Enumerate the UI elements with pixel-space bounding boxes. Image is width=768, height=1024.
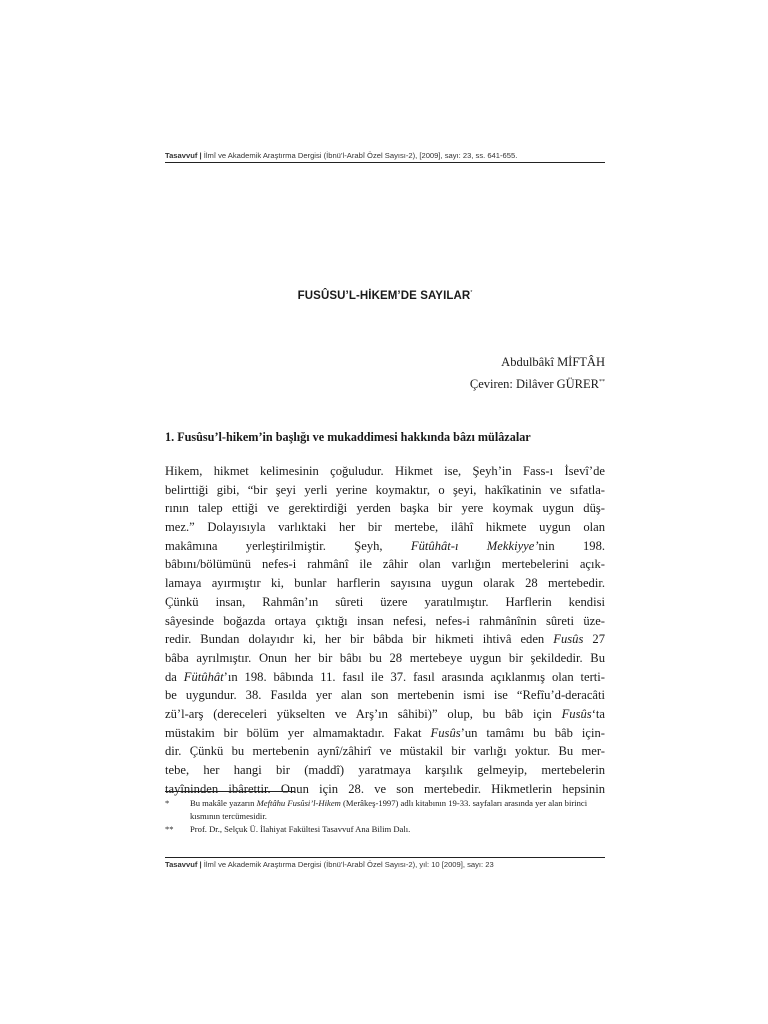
body-fragment: ’ın 198. bâbında 11. fasıl ile 37. fasıl arasında açıklanmış olan terti- <box>223 669 605 684</box>
footnotes <box>165 797 605 836</box>
italic-term: Fusûs <box>561 706 592 721</box>
body-line: be uygundur. 38. Fasılda yer alan son mertebenin ismi ise “Refîu’d-deracâti <box>165 688 605 703</box>
footnote-rule <box>165 791 295 792</box>
footer-separator: | <box>199 860 202 869</box>
article-title <box>165 290 605 302</box>
body-fragment: ‘ta <box>591 706 605 721</box>
footnote <box>165 797 605 823</box>
footnote-text: (Merâkeş-1997) adlı kitabının 19-33. sayfaları arasında yer alan birinci kısmının tercümesidir. <box>190 798 588 821</box>
body-fragment: müstakim bir bölüm yer almamaktadır. Fakat <box>165 725 422 740</box>
body-line <box>165 537 605 556</box>
body-line: lamaya ayırmıştır ki, bunlar harflerin sayısına uygun olarak 28 mertebedir. <box>165 576 605 591</box>
body-line <box>165 630 605 649</box>
footnote <box>165 823 605 836</box>
translator-name: Çeviren: Dilâver GÜRER <box>469 377 599 392</box>
header-separator: | <box>199 151 202 160</box>
footnote-mark: * <box>165 798 170 808</box>
section-heading: 1. Fusûsu’l-hikem’in başlığı ve mukaddimesi hakkında bâzı mülâzalar <box>165 430 531 444</box>
italic-term: Fütûhât-ı Mekkiyye’ <box>410 538 539 553</box>
body-line: rının talep ettiği ve gerektirdiği yerden başka bir yere koymak uygun düş- <box>165 501 605 516</box>
body-fragment: 27 <box>592 632 605 647</box>
translator-line <box>470 372 605 394</box>
body-fragment: makâmına yerleştirilmiştir. Şeyh, <box>165 538 383 553</box>
body-line: tayîninden ibârettir. Onun için 28. ve son mertebedir. Hikmetlerin hepsinin <box>165 781 605 796</box>
header-citation: İlmî ve Akademik Araştırma Dergisi (İbnü’l-Arabî Özel Sayısı-2), [2009], sayı: 23, ss. 641-655. <box>203 151 518 160</box>
title-footnote-mark: * <box>470 290 473 297</box>
body-line: dir. Çünkü bu mertebenin aynî/zâhirî ve müstakil bir varlığı yoktur. Bu mer- <box>165 744 605 759</box>
footer-rule <box>165 857 605 858</box>
footnote-text: Prof. Dr., Selçuk Ü. İlahiyat Fakültesi Tasavvuf Ana Bilim Dalı. <box>190 824 411 834</box>
italic-term: Fusûs <box>430 725 461 740</box>
body-line: belirttiği gibi, “bir şeyi yerli yerine koymaktır, o şeyi, hakîkatinin ve sıfatla- <box>165 482 605 497</box>
footer-citation: İlmî ve Akademik Araştırma Dergisi (İbnü’l-Arabî Özel Sayısı-2), yıl: 10 [2009], sayı: 23 <box>203 860 494 869</box>
body-line: mez.” Dolayısıyla varlıktaki her bir mertebe, ilâhî hikmete uygun olan <box>165 520 605 535</box>
author-block <box>470 352 605 394</box>
body-line: bâba ayrılmıştır. Onun her bir bâbı bu 28 mertebeye uygun bir şekildedir. Bu <box>165 650 605 665</box>
author-name: Abdulbâkî MİFTÂH <box>501 355 605 369</box>
body-line: Hikem, hikmet kelimesinin çoğuludur. Hikmet ise, Şeyh’in Fass-ı İsevî’de <box>165 464 605 478</box>
body-line <box>165 668 605 687</box>
running-footer <box>165 860 605 869</box>
italic-term: Fütûhât <box>183 669 224 684</box>
body-line: sâyesinde boğazda ortaya çıktığı insan nefesi, nefes-i rahmânînin sûreti üze- <box>165 613 605 628</box>
footnote-mark: ** <box>165 824 174 834</box>
body-fragment: redir. Bundan dolayıdır ki, her bir bâbda bir hikmeti ihtivâ eden <box>165 632 545 647</box>
body-line <box>165 705 605 724</box>
body-text <box>165 462 605 798</box>
body-fragment: zü’l-arş (dereceleri yükselten ve Arş’ın sâhibi)” olup, bu bâb için <box>165 706 552 721</box>
body-line <box>165 724 605 743</box>
translator-footnote-mark: ** <box>599 379 605 385</box>
header-rule <box>165 162 605 163</box>
footnote-italic: Meftâhu Fusûsi’l-Hikem <box>256 798 341 808</box>
body-line: Çünkü insan, Rahmân’ın sûreti üzere yaratılmıştır. Harflerin kendisi <box>165 594 605 609</box>
body-line: tebe, her hangi bir (maddî) yaratmaya karşılık gelmeyip, mertebelerin <box>165 763 605 777</box>
article-title-text: FUSÛSU’L-HİKEM’DE SAYILAR <box>297 290 471 302</box>
running-header <box>165 151 605 160</box>
footer-journal: Tasavvuf <box>165 860 198 869</box>
header-journal: Tasavvuf <box>165 151 198 160</box>
italic-term: Fusûs <box>553 632 584 647</box>
body-fragment: da <box>165 669 177 684</box>
body-line: bâbını/bölümünü nefes-i rahmânî ile zâhir olan varlığın mertebelerini açık- <box>165 557 605 572</box>
body-fragment: nin 198. <box>538 538 605 553</box>
footnote-text: Bu makâle yazarın <box>190 798 255 808</box>
body-fragment: ’un tamâmı bu bâb için- <box>460 725 605 740</box>
